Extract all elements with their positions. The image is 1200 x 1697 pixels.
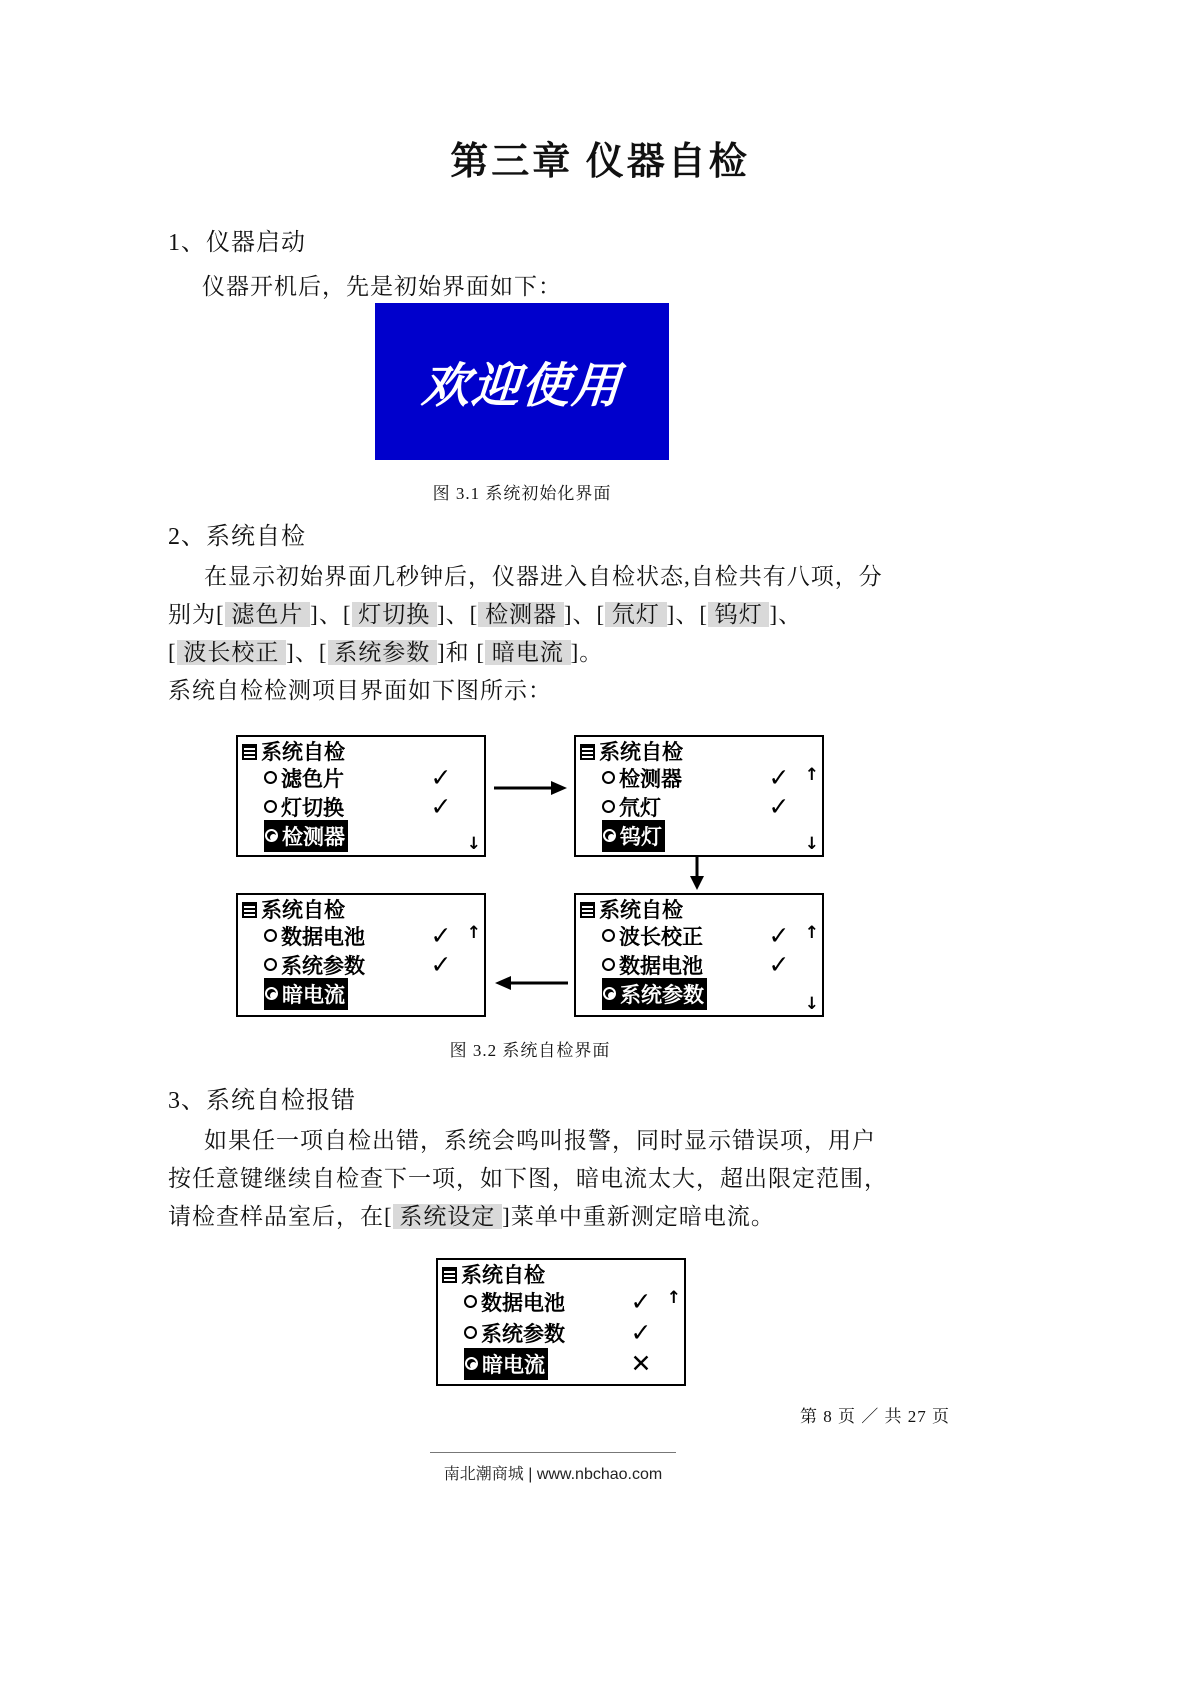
scroll-down-icon: ↓ [804,994,819,1014]
lcd-row-label: 系统参数 [620,982,704,1007]
lcd-row [438,1317,684,1348]
lcd-row-label: 氘灯 [619,795,661,820]
lcd-row-label: 暗电流 [482,1352,545,1377]
paragraph-line [168,1198,968,1236]
section2-paragraph [168,558,968,710]
text-run: ]、[ [563,602,606,627]
text-run: ]、[ [666,602,708,627]
text-run: ]、[ [437,602,479,627]
highlight-term: 灯切换 [351,602,437,627]
section1-intro: 仪器开机后，先是初始界面如下： [202,274,562,299]
highlight-term: 滤色片 [224,602,311,627]
radio-selected-icon [265,829,278,842]
section3-paragraph [168,1122,968,1236]
lcd-title: 系统自检 [261,898,345,922]
section3-heading: 3、系统自检报错 [168,1088,356,1114]
lcd-header [238,895,484,921]
lcd-row-selected [238,821,484,850]
lcd-row-selected [576,821,822,850]
radio-icon [264,929,277,942]
x-icon: ✕ [630,1349,652,1378]
lcd-row [238,950,484,979]
text-run: 系统自检检测项目界面如下图所示： [168,678,552,703]
lcd-row-label: 检测器 [282,824,345,849]
lcd-row-label: 钨灯 [620,824,662,849]
text-run: ]、 [769,602,803,627]
figure-3-1-caption: 图 3.1 系统初始化界面 [432,484,612,503]
menu-icon [580,744,595,760]
lcd-row-label: 数据电池 [281,924,365,949]
lcd-row-label: 系统参数 [481,1321,565,1346]
radio-icon [464,1326,477,1339]
check-icon: ✓ [430,763,452,792]
check-icon: ✓ [630,1287,652,1316]
text-run: 如果任一项自检出错，系统会鸣叫报警，同时显示错误项，用户 [204,1128,876,1153]
lcd-row [438,1286,684,1317]
scroll-up-icon: ↑ [466,923,481,943]
check-icon: ✓ [768,792,790,821]
lcd-row-label: 数据电池 [619,953,703,978]
lcd-panel-2 [574,735,824,857]
figure-3-2-caption: 图 3.2 系统自检界面 [449,1041,611,1060]
lcd-row [238,921,484,950]
scroll-up-icon: ↑ [804,765,819,785]
text-run: 请检查样品室后，在[ [168,1204,393,1229]
paragraph-line [168,1122,968,1160]
welcome-text: 欢迎使用 [419,358,624,414]
highlight-term: 检测器 [478,602,564,627]
lcd-panel-4 [574,893,824,1017]
lcd-panel-3 [236,893,486,1017]
check-icon: ✓ [768,950,790,979]
lcd-header [238,737,484,763]
highlight-term: 系统设定 [392,1204,503,1229]
check-icon: ✓ [630,1318,652,1347]
text-run: [ [168,640,177,665]
lcd-title: 系统自检 [461,1263,545,1287]
highlight-term: 波长校正 [176,640,287,665]
radio-selected-icon [465,1357,478,1370]
doc-title: 第三章 仪器自检 [450,141,750,183]
section1-heading: 1、仪器启动 [168,230,306,256]
lcd-row [576,921,822,950]
scroll-down-icon: ↓ [804,834,819,854]
text-run: ]。 [570,640,604,665]
highlight-term: 钨灯 [707,602,770,627]
check-icon: ✓ [768,921,790,950]
lcd-row [576,950,822,979]
highlight-term: 氘灯 [605,602,667,627]
lcd-row-label: 滤色片 [281,766,344,791]
lcd-panel-1 [236,735,486,857]
text-run: 别为[ [168,602,225,627]
flow-arrow-right-icon [494,780,568,796]
flow-arrow-down-icon [689,857,705,891]
lcd-row-selected [238,979,484,1008]
radio-selected-icon [603,987,616,1000]
text-run: ]、[ [286,640,328,665]
highlight-term: 系统参数 [327,640,437,665]
lcd-row-selected [576,979,822,1008]
paragraph-line [168,1160,968,1198]
lcd-title: 系统自检 [599,898,683,922]
error-lcd-panel [436,1258,686,1386]
radio-icon [264,800,277,813]
menu-icon [580,902,595,918]
radio-selected-icon [265,987,278,1000]
text-run: 在显示初始界面几秒钟后，仪器进入自检状态,自检共有八项，分 [204,564,883,589]
radio-icon [264,771,277,784]
lcd-row-label: 检测器 [619,766,682,791]
lcd-row-label: 暗电流 [282,982,345,1007]
lcd-title: 系统自检 [261,740,345,764]
text-run: ]和 [ [437,640,486,665]
check-icon: ✓ [430,921,452,950]
menu-icon [442,1267,457,1283]
radio-icon [264,958,277,971]
paragraph-line [168,596,968,634]
lcd-header [576,895,822,921]
scroll-up-icon: ↑ [666,1288,681,1308]
footer-watermark: 南北潮商城 | www.nbchao.com [430,1452,676,1484]
radio-icon [602,958,615,971]
radio-selected-icon [603,829,616,842]
footer-page-number: 第 8 页 ／ 共 27 页 [800,1407,950,1426]
scroll-down-icon: ↓ [466,834,481,854]
lcd-row-label: 波长校正 [619,924,703,949]
lcd-row [238,763,484,792]
paragraph-line [168,558,968,596]
flow-arrow-left-icon [494,975,568,991]
check-icon: ✓ [768,763,790,792]
menu-icon [242,902,257,918]
scroll-up-icon: ↑ [804,923,819,943]
lcd-header [576,737,822,763]
lcd-row-label: 系统参数 [281,953,365,978]
lcd-row-label: 灯切换 [281,795,344,820]
lcd-title: 系统自检 [599,740,683,764]
radio-icon [602,771,615,784]
radio-icon [602,800,615,813]
lcd-row [238,792,484,821]
welcome-screen [375,303,669,460]
menu-icon [242,744,257,760]
paragraph-line [168,634,968,672]
text-run: ]、[ [310,602,352,627]
highlight-term: 暗电流 [485,640,571,665]
lcd-row [576,792,822,821]
radio-icon [602,929,615,942]
lcd-row-selected [438,1348,684,1379]
lcd-header [438,1260,684,1286]
check-icon: ✓ [430,792,452,821]
text-run: 按任意键继续自检查下一项，如下图，暗电流太大，超出限定范围， [168,1166,888,1191]
lcd-row [576,763,822,792]
text-run: ]菜单中重新测定暗电流。 [502,1204,775,1229]
check-icon: ✓ [430,950,452,979]
radio-icon [464,1295,477,1308]
lcd-row-label: 数据电池 [481,1290,565,1315]
section2-heading: 2、系统自检 [168,524,306,550]
paragraph-line [168,672,968,710]
